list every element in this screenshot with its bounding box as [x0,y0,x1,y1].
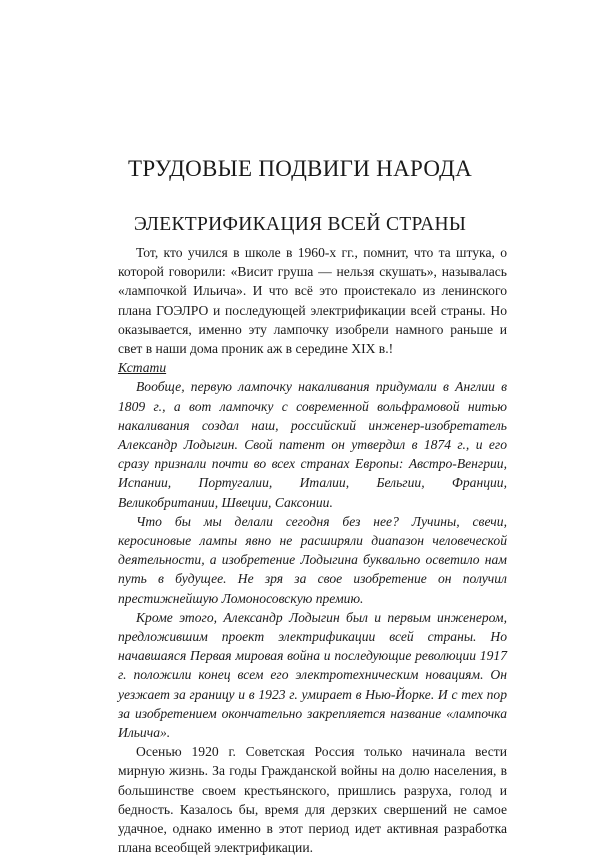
section-title: ЭЛЕКТРИФИКАЦИЯ ВСЕЙ СТРАНЫ [133,214,467,235]
aside-paragraph-2: Что бы мы делали сегодня без нее? Лучины, свечи, керосиновые лампы явно не расширяли диапазон человеческой деятельности, а изобретение Лодыгина буквально осветило нам путь в будущее. Не зря за свое изобретение он получил престижнейшую Ломоносовскую премию. [118,513,507,606]
closing-paragraph: Осенью 1920 г. Советская Россия только начинала вести мирную жизнь. За годы Гражданской войны на долю населения, в большинстве своем крестьянского, пришлись разруха, голод и бедность. Казалось бы, время для дерзких свершений не самое удачное, однако именно в этот период идет активная разработка плана всеобщей электрификации. [118,744,507,856]
chapter-title: ТРУДОВЫЕ ПОДВИГИ НАРОДА [127,156,473,181]
body-text [118,243,507,858]
aside-paragraph-1: Вообще, первую лампочку накаливания придумали в Англии в 1809 г., а вот лампочку с современной вольфрамовой нитью накаливания создал наш, российский инженер-изобретатель Александр Лодыгин. Свой патент он утвердил в 1874 г., и его сразу признали почти во всех странах Европы: Австро-Венгрии, Испании, Португалии, Италии, Бельгии, Франции, Великобритании, Швеции, Саксонии. [118,379,507,510]
kstati-label: Кстати [118,360,167,376]
intro-paragraph: Тот, кто учился в школе в 1960-х гг., помнит, что та штука, о которой говорили: «Висит груша — нельзя скушать», называлась «лампочкой Ильича». И что всё это проистекало из ленинского плана ГОЭЛРО и последующей электрификации всей страны. Но оказывается, именно эту лампочку изобрели намного раньше и свет в наши дома проник аж в середине XIX в.! [118,245,507,357]
aside-paragraph-3: Кроме этого, Александр Лодыгин был и первым инженером, предложившим проект электрификации всей страны. Но начавшаяся Первая мировая война и последующие революции 1917 г. положили конец всем его электротехническим новациям. Он уезжает за границу и в 1923 г. умирает в Нью-Йорке. И с тех пор за изобретением окончательно закрепляется название «лампочка Ильича». [118,609,507,741]
